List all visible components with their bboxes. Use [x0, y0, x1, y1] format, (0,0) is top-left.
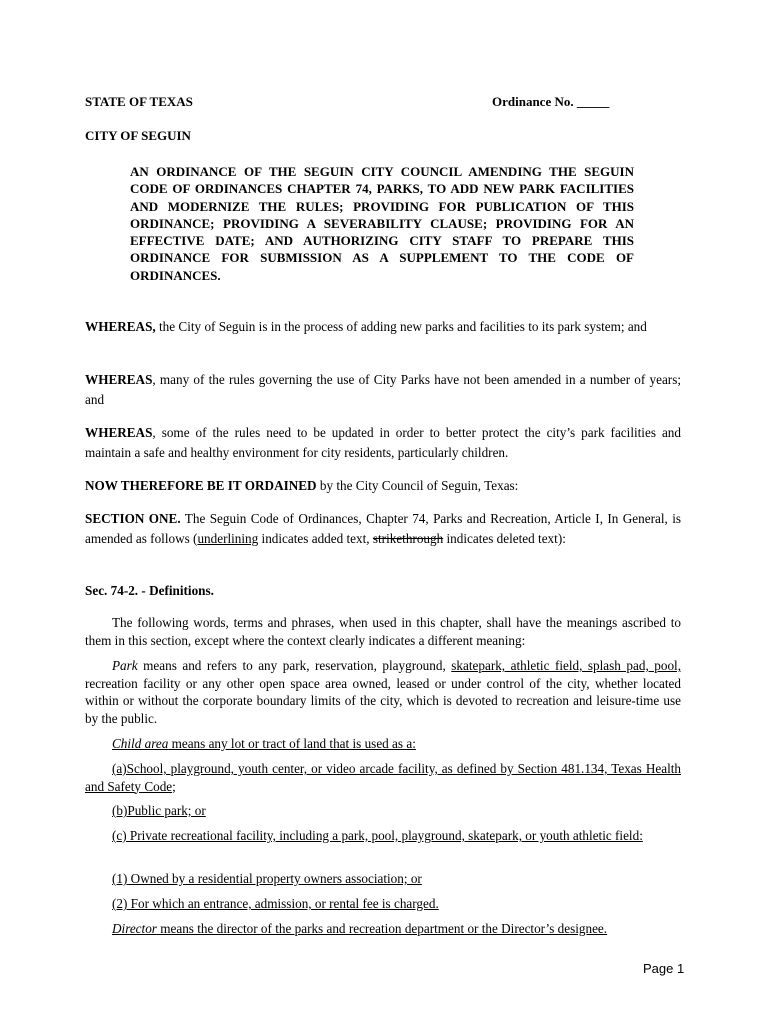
ordained-text: by the City Council of Seguin, Texas: [316, 478, 519, 493]
definition-director [85, 920, 681, 938]
ordained-lead: NOW THEREFORE BE IT ORDAINED [85, 478, 317, 493]
child-area-item-1: (1) Owned by a residential property owners association; or [112, 871, 422, 886]
section-one-paragraph [85, 509, 681, 548]
definitions-intro: The following words, terms and phrases, when used in this chapter, shall have the meanings ascribed to them in this section, except where the context clearly indicates a different meaning: [85, 615, 681, 648]
child-area-item-a: (a)School, playground, youth center, or video arcade facility, as defined by Section 481.134, Texas Health and Safety Code; [85, 761, 681, 794]
definition-text: means and refers to any park, reservation, playground, [137, 658, 452, 673]
section-one-text: indicates added text, [258, 530, 373, 546]
whereas-text: , some of the rules need to be updated in order to better protect the city’s park facilities and maintain a safe and healthy environment for city residents, particularly children. [85, 425, 681, 460]
underline-example: underlining [197, 530, 259, 546]
section-one-text: The Seguin Code of Ordinances, Chapter 74, Parks and Recreation, Article I, In General, is amended as follows ( [85, 511, 681, 546]
added-text: skatepark, athletic field, splash pad, pool, [451, 658, 681, 673]
whereas-paragraph-1 [85, 317, 681, 337]
ordained-paragraph [85, 476, 681, 496]
whereas-lead: WHEREAS [85, 425, 153, 440]
definition-child-area [85, 735, 681, 753]
ordinance-number: Ordinance No. _____ [492, 94, 610, 109]
definition-text: recreation facility or any other open space area owned, leased or under control of the city, whether located within or without the corporate boundary limits of the city, which is devoted to recreation and leisure-time use by the public. [85, 675, 681, 726]
section-heading: Sec. 74-2. - Definitions. [85, 583, 214, 598]
strikethrough-example: strikethrough [372, 530, 444, 546]
whereas-paragraph-3 [85, 423, 681, 462]
whereas-lead: WHEREAS, [85, 319, 156, 334]
definition-text: means the director of the parks and recreation department or the Director’s designee. [156, 921, 608, 936]
page-number: Page 1 [643, 961, 685, 976]
section-one-text: indicates deleted text): [443, 530, 566, 546]
term-director: Director [112, 921, 157, 936]
whereas-lead: WHEREAS [85, 372, 153, 387]
section-one-lead: SECTION ONE. [85, 511, 181, 526]
whereas-text: , many of the rules governing the use of City Parks have not been amended in a number of years; and [85, 372, 681, 407]
definition-park [85, 657, 681, 727]
child-area-item-2: (2) For which an entrance, admission, or rental fee is charged. [112, 896, 439, 911]
ordinance-title: AN ORDINANCE OF THE SEGUIN CITY COUNCIL AMENDING THE SEGUIN CODE OF ORDINANCES CHAPTER 74, PARKS, TO ADD NEW PARK FACILITIES AND MODERNIZE THE RULES; PROVIDING FOR PUBLICATION OF THIS ORDINANCE; PROVIDING A SEVERABILITY CLAUSE; PROVIDING FOR AN EFFECTIVE DATE; AND AUTHORIZING CITY STAFF TO PREPARE THIS ORDINANCE FOR SUBMISSION AS A SUPPLEMENT TO THE CODE OF ORDINANCES. [130, 164, 634, 283]
child-area-item-b: (b)Public park; or [112, 803, 206, 818]
definition-text: means any lot or tract of land that is used as a: [168, 736, 416, 751]
whereas-text: the City of Seguin is in the process of adding new parks and facilities to its park system; and [155, 319, 647, 334]
state-heading: STATE OF TEXAS [85, 94, 193, 109]
term-child-area: Child area [112, 736, 169, 751]
child-area-item-c: (c) Private recreational facility, including a park, pool, playground, skatepark, or youth athletic field: [112, 828, 643, 843]
city-heading: CITY OF SEGUIN [85, 128, 191, 143]
term-park: Park [112, 658, 138, 673]
whereas-paragraph-2 [85, 370, 681, 409]
